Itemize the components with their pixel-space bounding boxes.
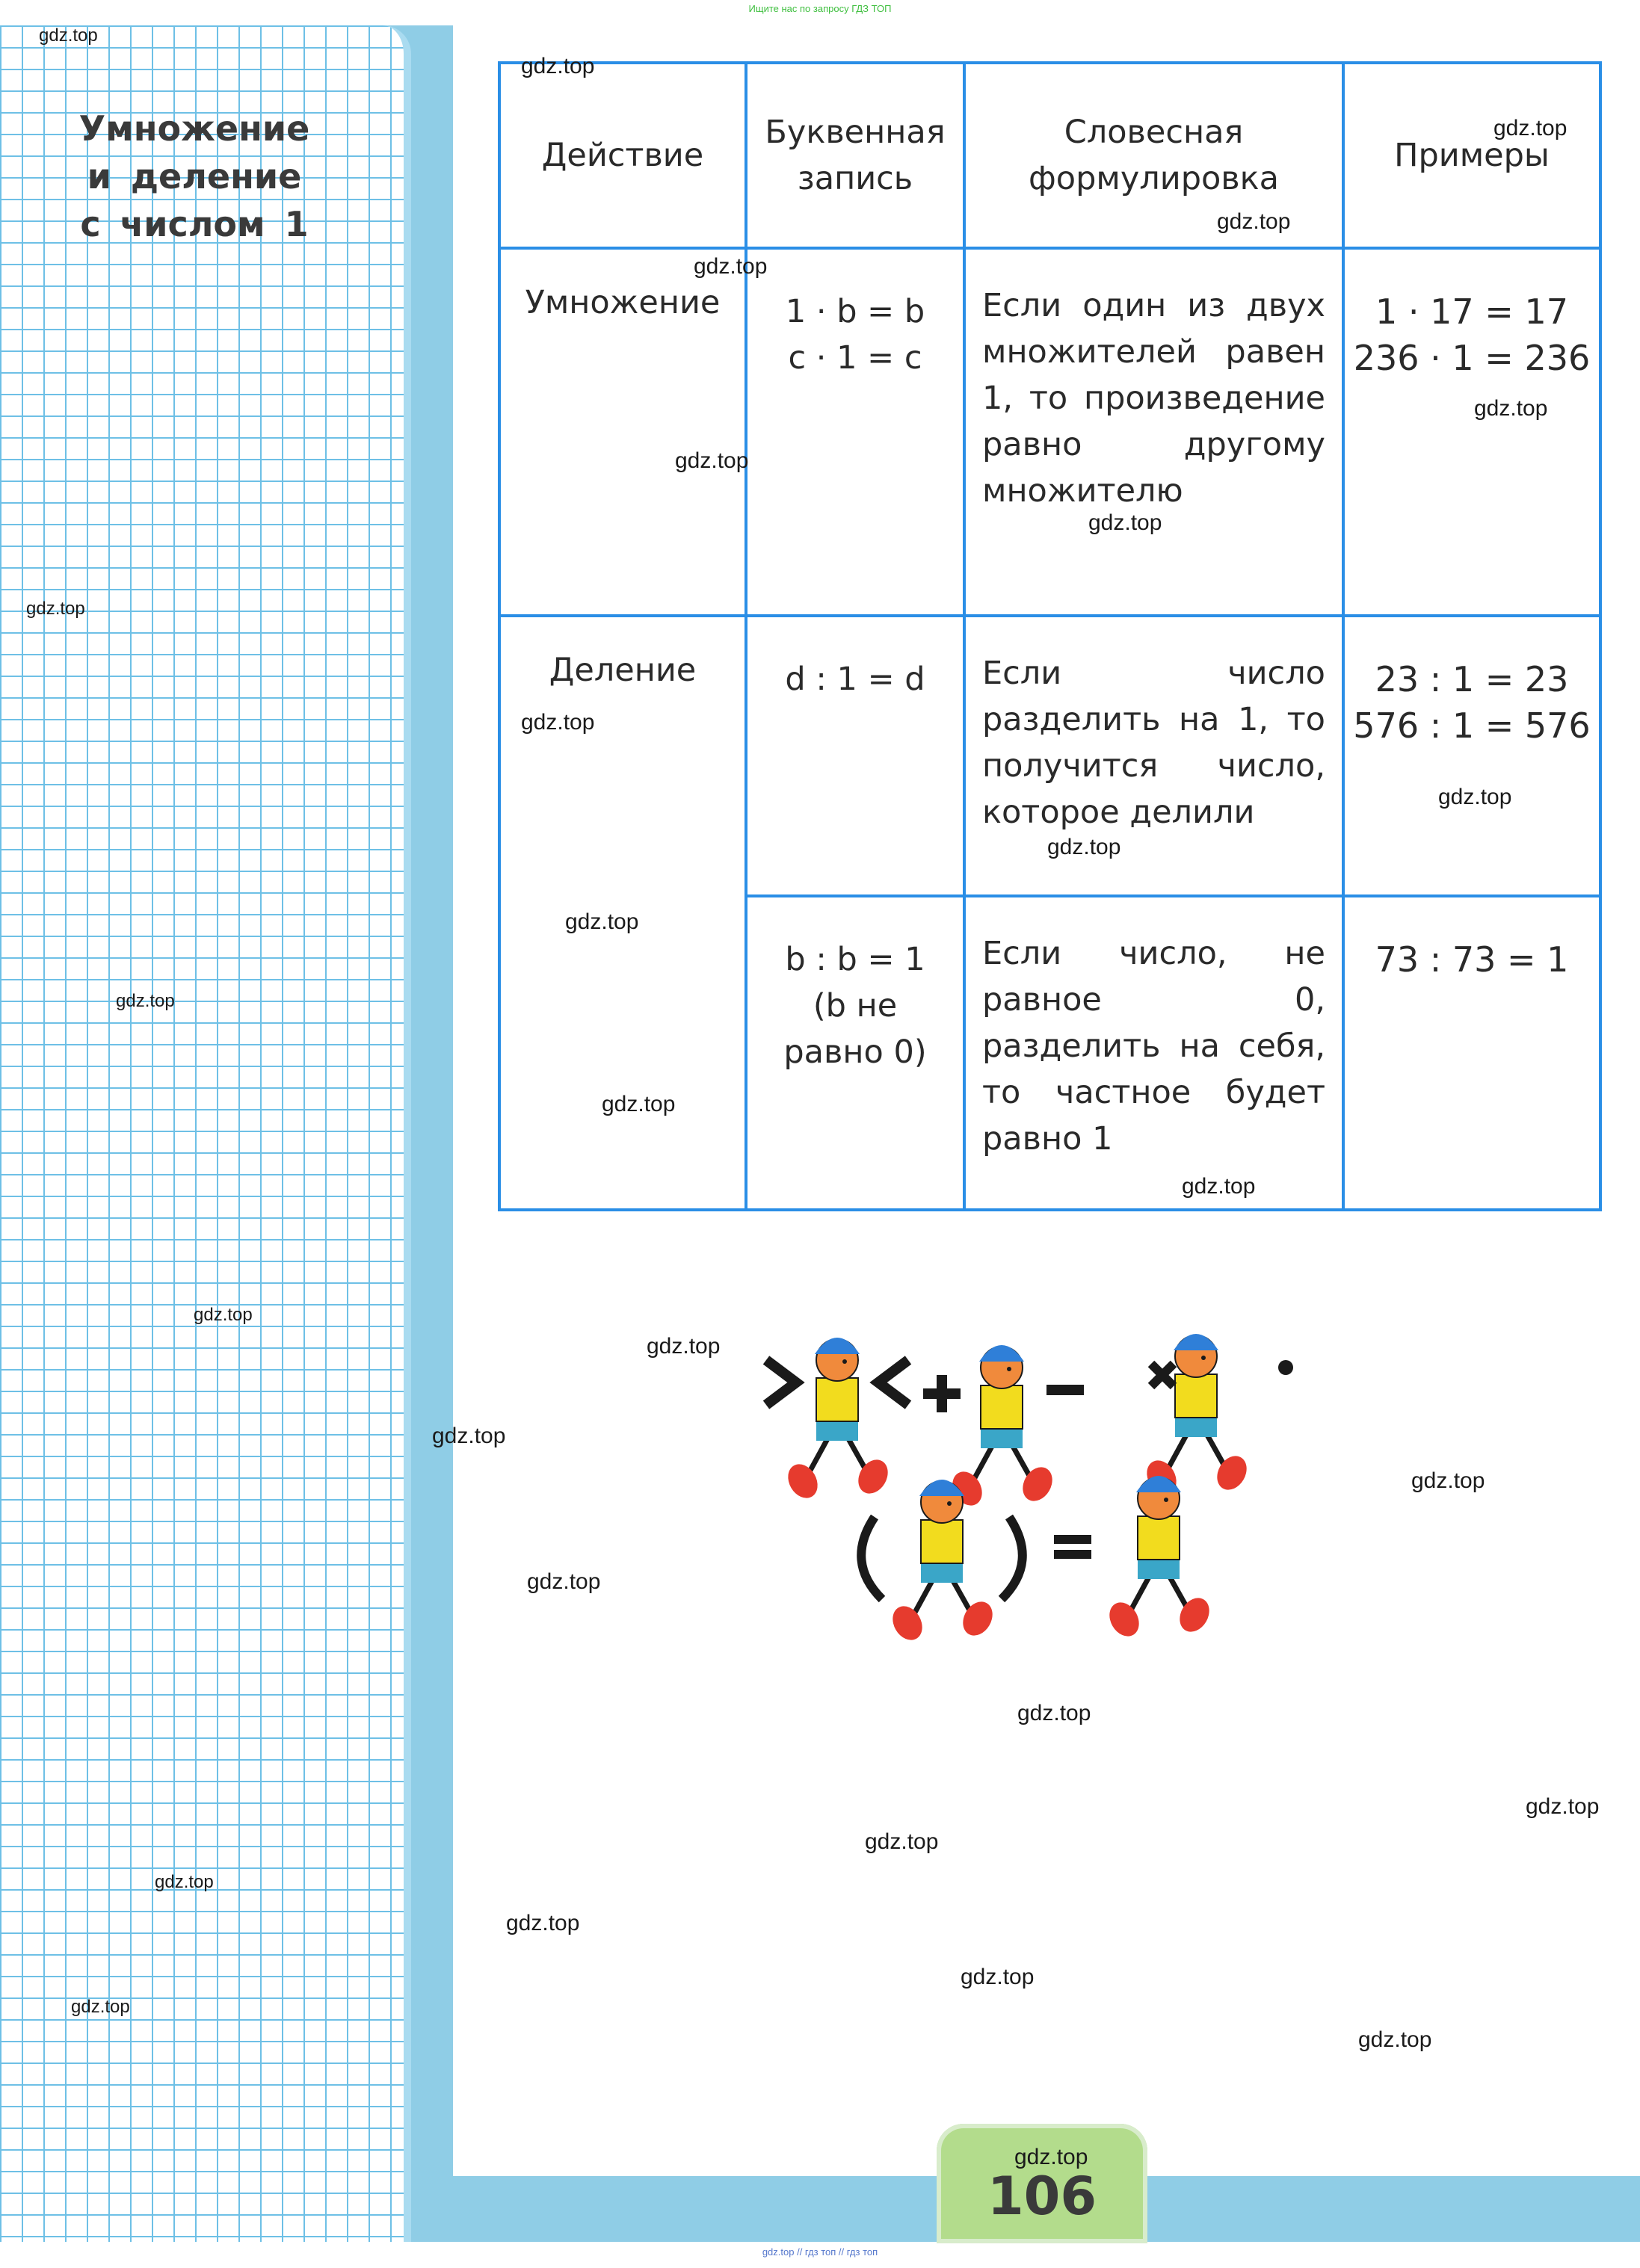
example-line: 236 · 1 = 236 [1353, 338, 1591, 378]
section-title [52, 105, 336, 248]
watermark-text: gdz.top [1438, 785, 1512, 809]
math-signs-kids-illustration [755, 1330, 1323, 1689]
watermark-text: gdz.top [521, 54, 595, 78]
formula-line: c · 1 = c [788, 339, 922, 377]
watermark-text: gdz.top [116, 991, 175, 1011]
wording-cell: Если один из двух множителей равен 1, то произведение равно другому множителю [964, 248, 1343, 616]
shorts [816, 1420, 858, 1441]
watermark-text: gdz.top [1088, 510, 1162, 535]
rules-table [498, 61, 1602, 1211]
shirt [1138, 1516, 1180, 1560]
shoe [887, 1601, 928, 1646]
example-line: 73 : 73 = 1 [1375, 939, 1569, 980]
watermark-text: gdz.top [1493, 116, 1567, 140]
table-row [499, 248, 1600, 616]
watermark-text: gdz.top [961, 1965, 1035, 1989]
watermark-text: gdz.top [1411, 1468, 1485, 1493]
watermark-text: gdz.top [432, 1424, 506, 1448]
plus-sign [923, 1375, 961, 1412]
watermark-text: gdz.top [602, 1092, 676, 1116]
action-cell: Умножение [499, 248, 746, 616]
shoe [782, 1459, 823, 1504]
watermark-text: gdz.top [675, 448, 749, 473]
example-line: 1 · 17 = 17 [1375, 291, 1568, 332]
multiply-sign [1151, 1364, 1174, 1386]
watermark-text: gdz.top [1358, 2027, 1432, 2052]
formula-line: d : 1 = d [785, 661, 925, 698]
watermark-text: gdz.top [1474, 396, 1548, 421]
dot-sign [1278, 1360, 1293, 1375]
table-header-row [499, 63, 1600, 248]
open-paren-sign [861, 1517, 882, 1599]
watermark-text: gdz.top [1017, 1701, 1091, 1725]
watermark-text: gdz.top [1182, 1174, 1256, 1199]
examples-cell [1343, 896, 1600, 1210]
formula-line: 1 · b = b [785, 293, 925, 330]
shirt [816, 1378, 858, 1421]
examples-cell [1343, 248, 1600, 616]
shorts [981, 1427, 1023, 1448]
action-cell: Деление [499, 616, 746, 1210]
watermark-text: gdz.top [39, 25, 98, 46]
example-line: 576 : 1 = 576 [1353, 705, 1591, 746]
greater-than-sign [766, 1360, 796, 1405]
watermark-text: gdz.top [1047, 835, 1121, 859]
watermark-text: gdz.top [694, 254, 768, 279]
header-wording: Словесная формулировка [964, 63, 1343, 248]
header-examples: Примеры [1343, 63, 1600, 248]
shorts [921, 1562, 963, 1583]
equals-sign [1054, 1539, 1091, 1554]
section-title-line: с числом 1 [80, 204, 309, 244]
shirt [981, 1385, 1023, 1429]
watermark-text: gdz.top [26, 599, 85, 619]
cap [1174, 1334, 1218, 1350]
example-line: 23 : 1 = 23 [1375, 659, 1569, 699]
shoe [1103, 1597, 1144, 1642]
watermark-text: gdz.top [647, 1334, 721, 1359]
formula-line: (b не [813, 987, 898, 1025]
watermark-text: gdz.top [1217, 209, 1291, 234]
watermark-text: gdz.top [506, 1911, 580, 1935]
wording-cell: Если число, не равное 0, разделить на себя, то частное будет равно 1 [964, 896, 1343, 1210]
shirt [921, 1520, 963, 1563]
watermark-text: gdz.top [865, 1829, 939, 1854]
shorts [1175, 1416, 1217, 1437]
watermark-text: gdz.top [565, 909, 639, 934]
close-paren-sign [1002, 1517, 1023, 1599]
formula-cell [746, 896, 964, 1210]
shirt [1175, 1374, 1217, 1418]
examples-cell [1343, 616, 1600, 896]
watermark-text: gdz.top [1014, 2145, 1088, 2169]
grid-sidebar [0, 25, 411, 2242]
formula-cell [746, 616, 964, 896]
formula-cell [746, 248, 964, 616]
less-than-sign [878, 1360, 908, 1405]
formula-line: равно 0) [783, 1033, 927, 1071]
formula-line: b : b = 1 [785, 941, 925, 978]
cap [815, 1338, 860, 1354]
top-banner[interactable]: Ищите нас по запросу ГДЗ ТОП [748, 3, 892, 14]
header-formula: Буквенная запись [746, 63, 964, 248]
cap [979, 1345, 1024, 1362]
section-title-line: Умножение [78, 108, 310, 149]
watermark-text: gdz.top [1526, 1794, 1600, 1819]
watermark-text: gdz.top [71, 1997, 130, 2017]
watermark-text: gdz.top [521, 710, 595, 735]
watermark-text: gdz.top [194, 1305, 253, 1325]
page-number: 106 [987, 2166, 1097, 2227]
watermark-text: gdz.top [155, 1872, 214, 1892]
wording-cell: Если число разделить на 1, то получится число, которое делили [964, 616, 1343, 896]
watermark-text: gdz.top [527, 1569, 601, 1594]
section-title-line: и деление [87, 156, 302, 197]
bottom-banner[interactable]: gdz.top // гдз топ // гдз топ [762, 2246, 878, 2258]
shorts [1138, 1558, 1180, 1579]
header-action: Действие [499, 63, 746, 248]
